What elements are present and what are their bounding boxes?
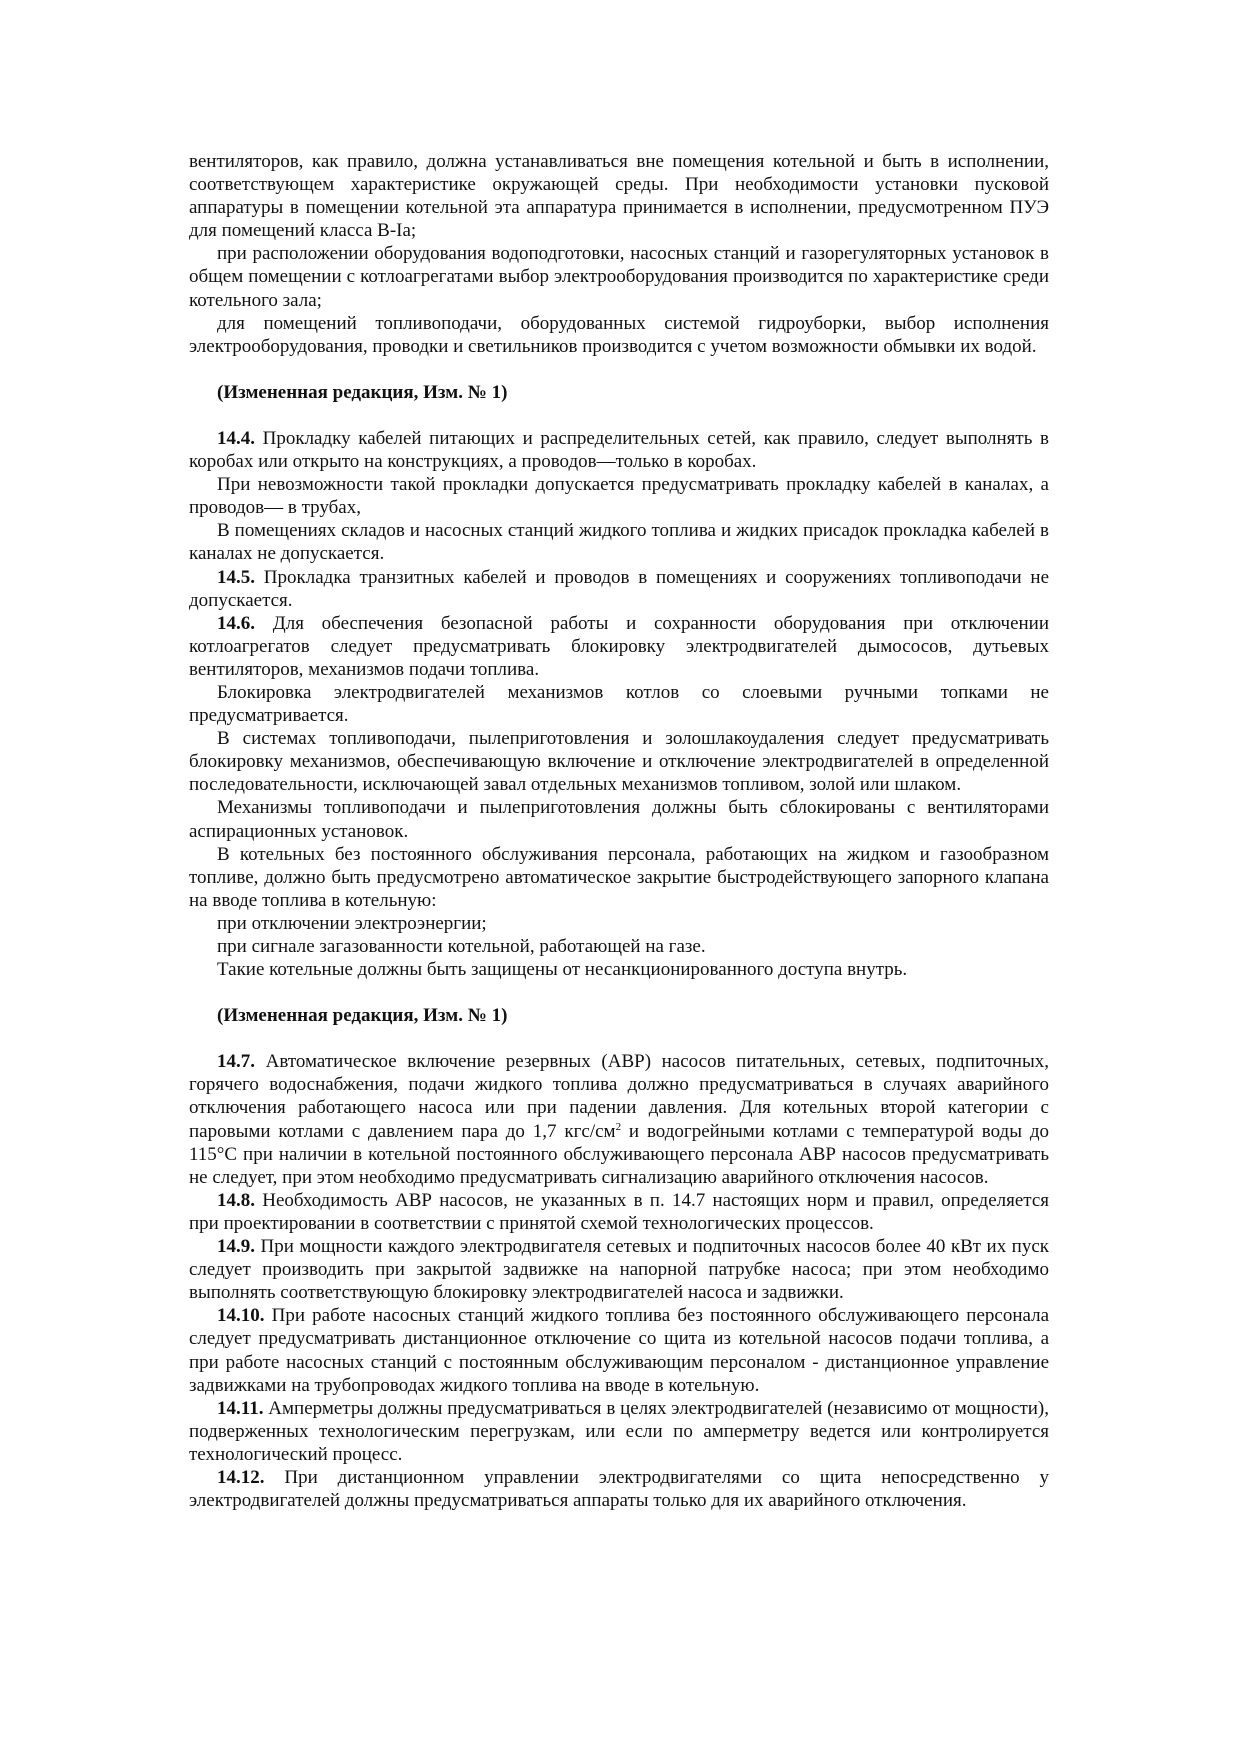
amendment-note: (Измененная редакция, Изм. № 1) bbox=[217, 1005, 508, 1027]
paragraph: вентиляторов, как правило, должна устанавливаться вне помещения котельной и быть в исполнении, соответствующем характеристике окружающей среды. При необходимости установки пусковой аппаратуры в помещении котельной эта аппаратура принимается в исполнении, предусмотренном ПУЭ для помещений класса В-Iа; bbox=[189, 151, 1049, 242]
section-14-12 bbox=[189, 1466, 1049, 1512]
section-number: 14.8. bbox=[217, 1189, 255, 1211]
amendment-note: (Измененная редакция, Изм. № 1) bbox=[217, 381, 508, 403]
section-text: Амперметры должны предусматриваться в целях электродвигателей (независимо от мощности), подверженных технологическим перегрузкам, или если по амперметру ведется или контролируется технологический процесс. bbox=[189, 1397, 1049, 1465]
paragraph: Такие котельные должны быть защищены от несанкционированного доступа внутрь. bbox=[217, 959, 908, 981]
paragraph: при отключении электроэнергии; bbox=[217, 912, 487, 934]
paragraph: при сигнале загазованности котельной, работающей на газе. bbox=[217, 936, 706, 957]
section-text: и водогрейными котлами с температурой воды до 115°С при наличии в котельной постоянного обслуживающего персонала АВР насосов предусматривать не следует, при этом необходимо предусматривать сигнализацию аварийного отключения насосов. bbox=[189, 1120, 1049, 1188]
paragraph: Механизмы топливоподачи и пылеприготовления должны быть сблокированы с вентиляторами аспирационных установок. bbox=[189, 797, 1049, 842]
section-number: 14.5. bbox=[217, 566, 255, 588]
paragraph: При невозможности такой прокладки допускается предусматривать прокладку кабелей в каналах, а проводов— в трубах, bbox=[189, 474, 1049, 519]
section-number: 14.9. bbox=[217, 1236, 255, 1258]
section-text: Прокладка транзитных кабелей и проводов в помещениях и сооружениях топливоподачи не допускается. bbox=[189, 566, 1050, 611]
section-text: Прокладку кабелей питающих и распределительных сетей, как правило, следует выполнять в коробах или открыто на конструкциях, а проводов—только в коробах. bbox=[189, 427, 1049, 473]
section-14-9 bbox=[189, 1235, 1049, 1304]
section-text: При мощности каждого электродвигателя сетевых и подпиточных насосов более 40 кВт их пуск следует производить при закрытой задвижке на напорной патрубке насоса; при этом необходимо выполнять соответствующую блокировку электродвигателей насоса и задвижки. bbox=[189, 1236, 1050, 1304]
section-14-7 bbox=[189, 1050, 1049, 1189]
section-14-5 bbox=[189, 566, 1049, 612]
section-number: 14.10. bbox=[217, 1305, 265, 1327]
paragraph: В системах топливоподачи, пылеприготовления и золошлакоудаления следует предусматривать блокировку механизмов, обеспечивающую включение и отключение электродвигателей в определенной последовательности, исключающей завал отдельных механизмов топливом, золой или шлаком. bbox=[189, 728, 1049, 796]
paragraph: В котельных без постоянного обслуживания персонала, работающих на жидком и газообразном топливе, должно быть предусмотрено автоматическое закрытие быстродействующего запорного клапана на вводе топлива в котельную: bbox=[189, 843, 1049, 911]
section-number: 14.6. bbox=[217, 612, 255, 634]
section-number: 14.7. bbox=[217, 1051, 255, 1073]
section-14-10 bbox=[189, 1304, 1049, 1396]
section-14-8 bbox=[189, 1189, 1049, 1235]
section-14-6 bbox=[189, 612, 1049, 681]
superscript: 2 bbox=[615, 1120, 622, 1133]
paragraph: для помещений топливоподачи, оборудованных системой гидроуборки, выбор исполнения электрооборудования, проводки и светильников производится с учетом возможности обмывки их водой. bbox=[189, 312, 1049, 357]
section-text: При работе насосных станций жидкого топлива без постоянного обслуживающего персонала следует предусматривать дистанционное отключение со щита из котельной насосов подачи топлива, а при работе насосных станций с постоянным обслуживающим персоналом - дистанционное управление задвижками на трубопроводах жидкого топлива на вводе в котельную. bbox=[189, 1305, 1049, 1396]
section-14-4 bbox=[189, 427, 1049, 473]
paragraph: В помещениях складов и насосных станций жидкого топлива и жидких присадок прокладка кабелей в каналах не допускается. bbox=[189, 520, 1049, 565]
section-text: Автоматическое включение резервных (АВР) насосов питательных, сетевых, подпиточных, горячего водоснабжения, подачи жидкого топлива должно предусматриваться в случаях аварийного отключения работающего насоса или при падении давления. Для котельных второй категории с паровыми котлами с давлением пара до 1,7 кгс/см bbox=[189, 1051, 1049, 1142]
paragraph: при расположении оборудования водоподготовки, насосных станций и газорегуляторных установок в общем помещении с котлоагрегатами выбор электрооборудования производится по характеристике среди котельного зала; bbox=[189, 243, 1049, 311]
section-number: 14.4. bbox=[217, 427, 255, 449]
section-text: При дистанционном управлении электродвигателями со щита непосредственно у электродвигателей должны предусматриваться аппараты только для их аварийного отключения. bbox=[189, 1466, 1050, 1512]
document-page bbox=[189, 150, 1049, 1512]
section-text: Необходимость АВР насосов, не указанных в п. 14.7 настоящих норм и правил, определяется при проектировании в соответствии с принятой схемой технологических процессов. bbox=[189, 1189, 1049, 1234]
paragraph: Блокировка электродвигателей механизмов котлов со слоевыми ручными топками не предусматривается. bbox=[189, 681, 1049, 727]
section-number: 14.12. bbox=[217, 1466, 265, 1488]
section-text: Для обеспечения безопасной работы и сохранности оборудования при отключении котлоагрегатов следует предусматривать блокировку электродвигателей дымососов, дутьевых вентиляторов, механизмов подачи топлива. bbox=[189, 612, 1050, 680]
section-number: 14.11. bbox=[217, 1397, 264, 1419]
section-14-11 bbox=[189, 1397, 1049, 1466]
